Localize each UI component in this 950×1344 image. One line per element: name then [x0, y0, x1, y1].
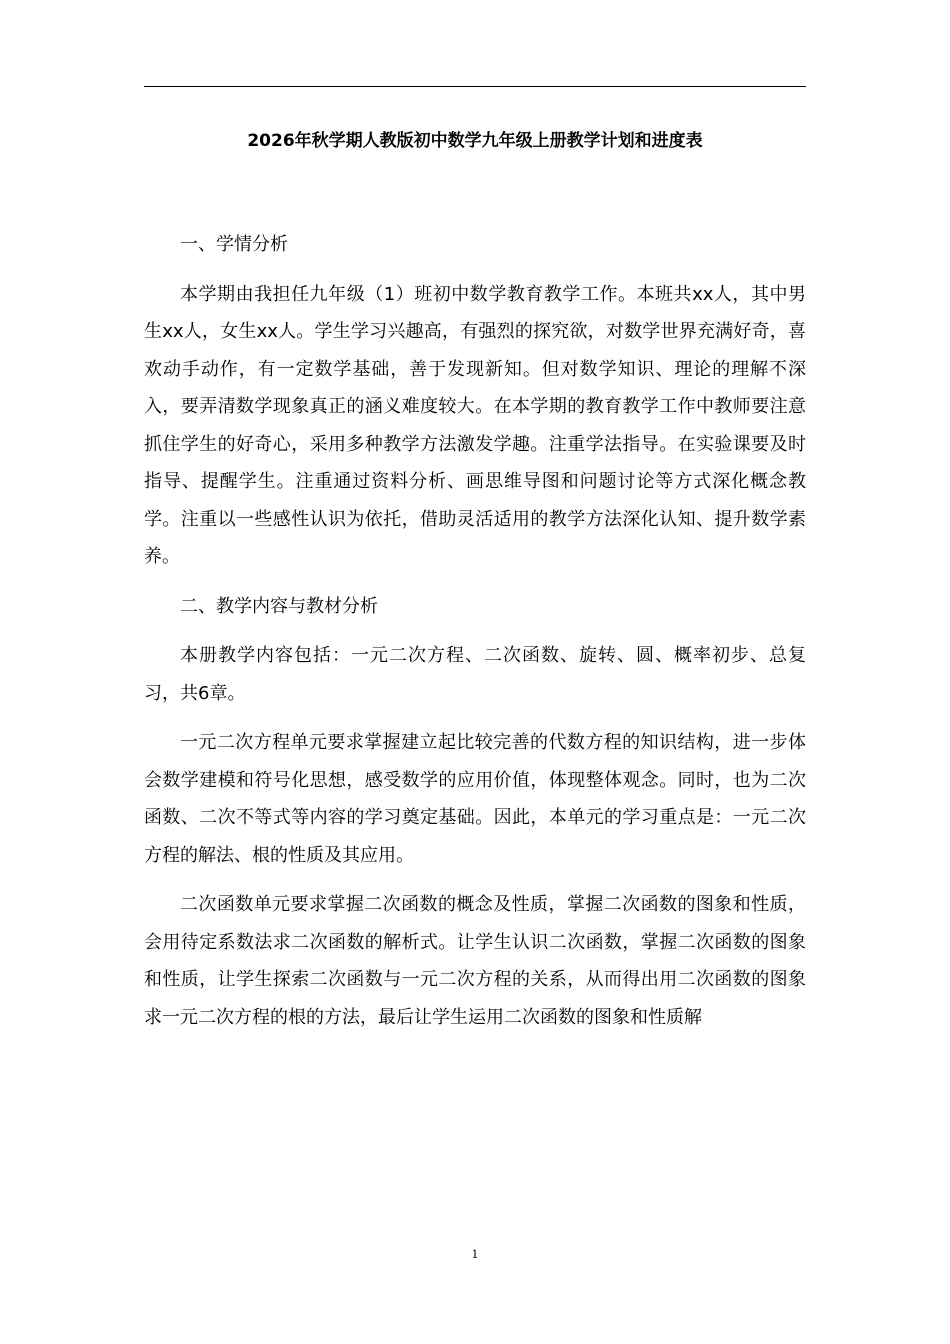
- paragraph-student-analysis: 本学期由我担任九年级（1）班初中数学教育教学工作。本班共xx人，其中男生xx人，女生xx人。学生学习兴趣高，有强烈的探究欲，对数学世界充满好奇，喜欢动手动作，有一定数学基础，善于发现新知。但对数学知识、理论的理解不深入，要弄清数学现象真正的涵义难度较大。在本学期的教育教学工作中教师要注意抓住学生的好奇心，采用多种教学方法激发学趣。注重学法指导。在实验课要及时指导、提醒学生。注重通过资料分析、画思维导图和问题讨论等方式深化概念教学。注重以一些感性认识为依托，借助灵活适用的教学方法深化认知、提升数学素养。: [144, 283, 806, 567]
- paragraph-content-overview: 本册教学内容包括：一元二次方程、二次函数、旋转、圆、概率初步、总复习，共6章。: [144, 645, 806, 704]
- paragraph-quadratic-function: 二次函数单元要求掌握二次函数的概念及性质，掌握二次函数的图象和性质，会用待定系数法求二次函数的解析式。让学生认识二次函数，掌握二次函数的图象和性质，让学生探索二次函数与一元二次方程的关系，从而得出用二次函数的图象求一元二次方程的根的方法，最后让学生运用二次函数的图象和性质解: [144, 894, 806, 1028]
- header-rule: [144, 86, 806, 87]
- document-body: [144, 226, 806, 1048]
- paragraph-quadratic-equation: 一元二次方程单元要求掌握建立起比较完善的代数方程的知识结构，进一步体会数学建模和符号化思想，感受数学的应用价值，体现整体观念。同时，也为二次函数、二次不等式等内容的学习奠定基础。因此，本单元的学习重点是：一元二次方程的解法、根的性质及其应用。: [144, 732, 806, 866]
- page-number: 1: [471, 1248, 479, 1261]
- section-heading-content: 二、教学内容与教材分析: [180, 595, 378, 617]
- section-heading-analysis: 一、学情分析: [180, 234, 288, 255]
- document-title: 2026年秋学期人教版初中数学九年级上册教学计划和进度表: [247, 131, 703, 151]
